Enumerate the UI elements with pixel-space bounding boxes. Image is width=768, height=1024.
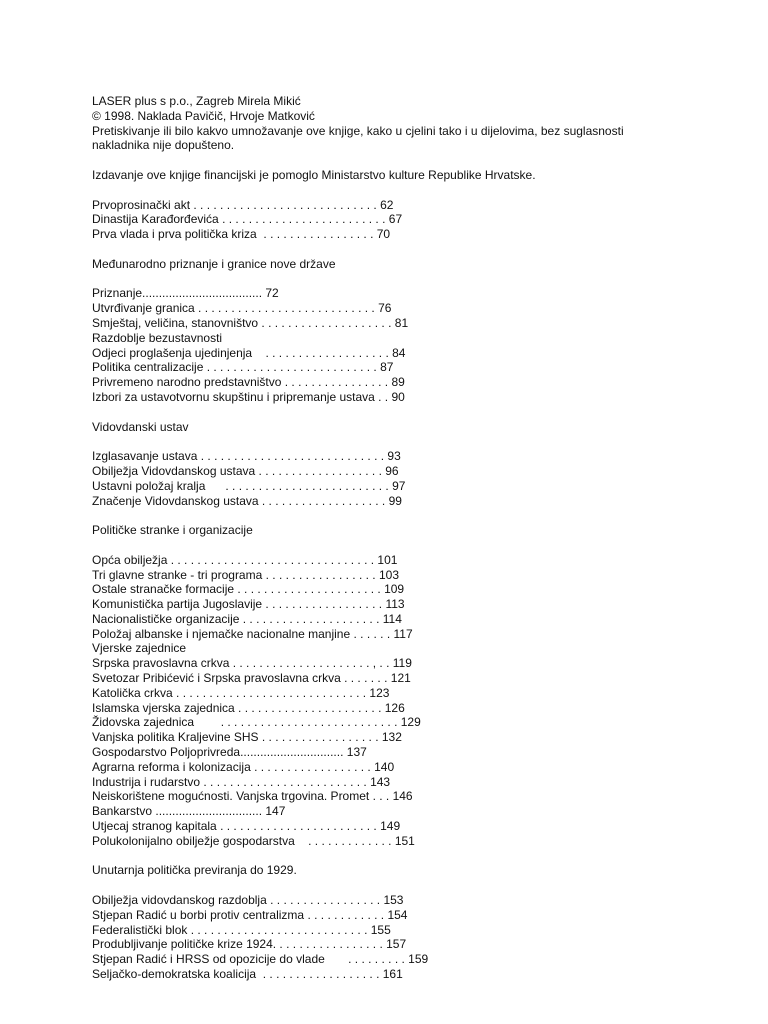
toc-entry: Polukolonijalno obilježje gospodarstva . . . . . . . . . . . . . 151: [92, 833, 415, 848]
toc-entry: Katolička crkva . . . . . . . . . . . . . . . . . . . . . . . . . . . . . 123: [92, 685, 390, 700]
toc-entry: Odjeci proglašenja ujedinjenja . . . . . . . . . . . . . . . . . . . 84: [92, 345, 406, 360]
toc-entry: Izbori za ustavotvornu skupštinu i pripremanje ustava . . 90: [92, 389, 405, 404]
toc-entry: Utvrđivanje granica . . . . . . . . . . . . . . . . . . . . . . . . . . . 76: [92, 301, 392, 316]
toc-entry: Prvoprosinački akt . . . . . . . . . . . . . . . . . . . . . . . . . . . . 62: [92, 197, 394, 212]
toc-group-5: [92, 893, 742, 982]
toc-entry: Seljačko-demokratska koalicija . . . . . . . . . . . . . . . . . . 161: [92, 967, 403, 982]
toc-section-heading: Vidovdanski ustav: [92, 419, 189, 434]
rights-line-1: Pretiskivanje ili bilo kakvo umnožavanje ove knjige, kako u cjelini tako i u dijelovima, bez suglasnosti: [92, 123, 624, 138]
toc-entry: Agrarna reforma i kolonizacija . . . . . . . . . . . . . . . . . . 140: [92, 759, 395, 774]
toc-entry: Nacionalističke organizacije . . . . . . . . . . . . . . . . . . . . . 114: [92, 611, 402, 626]
toc-group-3: [92, 449, 742, 508]
rights-line-2: nakladnika nije dopušteno.: [92, 138, 235, 153]
toc-group-4: [92, 553, 742, 849]
toc-entry: Ostale stranačke formacije . . . . . . . . . . . . . . . . . . . . . . 109: [92, 582, 405, 597]
toc-entry: Obilježja vidovdanskog razdoblja . . . . . . . . . . . . . . . . . 153: [92, 893, 404, 908]
publisher-line: LASER plus s p.o., Zagreb Mirela Mikić: [92, 94, 301, 108]
toc-section-heading: Unutarnja politička previranja do 1929.: [92, 863, 297, 878]
toc-entry: Vanjska politika Kraljevine SHS . . . . . . . . . . . . . . . . . . 132: [92, 730, 402, 745]
toc-entry: Stjepan Radić u borbi protiv centralizma . . . . . . . . . . . . 154: [92, 907, 408, 922]
toc-group-1: [92, 198, 742, 242]
toc-entry: Srpska pravoslavna crkva . . . . . . . . . . . . . . . . . . . . . , . . 119: [92, 656, 412, 671]
toc-entry: Neiskorištene mogućnosti. Vanjska trgovina. Promet . . . 146: [92, 789, 413, 804]
toc-group-2: [92, 286, 742, 404]
toc-entry: Opća obilježja . . . . . . . . . . . . . . . . . . . . . . . . . . . . . . . 101: [92, 552, 398, 567]
toc-entry: Svetozar Pribićević i Srpska pravoslavna crkva . . . . . . . 121: [92, 671, 411, 686]
toc-entry: Bankarstvo ................................ 147: [92, 804, 286, 819]
book-imprint-page: [92, 94, 742, 982]
toc-entry: Izglasavanje ustava . . . . . . . . . . . . . . . . . . . . . . . . . . . . 93: [92, 449, 401, 464]
toc-entry: Komunistička partija Jugoslavije . . . . . . . . . . . . . . . . . . 113: [92, 597, 405, 612]
toc-entry: Politika centralizacije . . . . . . . . . . . . . . . . . . . . . . . . . . 87: [92, 360, 394, 375]
toc-entry: Položaj albanske i njemačke nacionalne manjine . . . . . . 117: [92, 626, 413, 641]
toc-entry: Tri glavne stranke - tri programa . . . . . . . . . . . . . . . . . 103: [92, 567, 399, 582]
funding-note: Izdavanje ove knjige financijski je pomoglo Ministarstvo kulture Republike Hrvatske.: [92, 167, 536, 182]
toc-entry: Prva vlada i prva politička kriza . . . . . . . . . . . . . . . . . 70: [92, 227, 391, 242]
copyright-line: © 1998. Naklada Pavičič, Hrvoje Matković: [92, 108, 315, 123]
toc-entry: Islamska vjerska zajednica . . . . . . . . . . . . . . . . . . . . . . 126: [92, 700, 405, 715]
toc-entry: Gospodarstvo Poljoprivreda............................... 137: [92, 745, 367, 760]
toc-entry: Utjecaj stranog kapitala . . . . . . . . . . . . . . . . . . . . . . . . 149: [92, 819, 401, 834]
toc-entry: Produbljivanje političke krize 1924. . . . . . . . . . . . . . . . . 157: [92, 937, 407, 952]
toc-entry: Razdoblje bezustavnosti: [92, 330, 223, 345]
toc-entry: Federalistički blok . . . . . . . . . . . . . . . . . . . . . . . . . . . 155: [92, 922, 391, 937]
toc-entry: Židovska zajednica . . . . . . . . . . . . . . . . . . . . . . . . . . . 129: [92, 715, 421, 730]
toc-section-heading: Političke stranke i organizacije: [92, 523, 253, 538]
toc-entry: Dinastija Karađorđevića . . . . . . . . . . . . . . . . . . . . . . . . . 67: [92, 212, 403, 227]
toc-entry: Stjepan Radić i HRSS od opozicije do vlade . . . . . . . . . 159: [92, 952, 429, 967]
toc-entry: Obilježja Vidovdanskog ustava . . . . . . . . . . . . . . . . . . . 96: [92, 463, 399, 478]
toc-entry: Smještaj, veličina, stanovništvo . . . . . . . . . . . . . . . . . . . . 81: [92, 315, 409, 330]
toc-section-heading: Međunarodno priznanje i granice nove države: [92, 256, 336, 271]
toc-entry: Ustavni položaj kralja . . . . . . . . . . . . . . . . . . . . . . . . . 97: [92, 478, 406, 493]
toc-entry: Značenje Vidovdanskog ustava . . . . . . . . . . . . . . . . . . . 99: [92, 493, 402, 508]
toc-entry: Priznanje.................................... 72: [92, 286, 279, 301]
toc-entry: Privremeno narodno predstavništvo . . . . . . . . . . . . . . . . 89: [92, 375, 405, 390]
toc-entry: Industrija i rudarstvo . . . . . . . . . . . . . . . . . . . . . . . . . 143: [92, 774, 391, 789]
toc-entry: Vjerske zajednice: [92, 641, 187, 656]
